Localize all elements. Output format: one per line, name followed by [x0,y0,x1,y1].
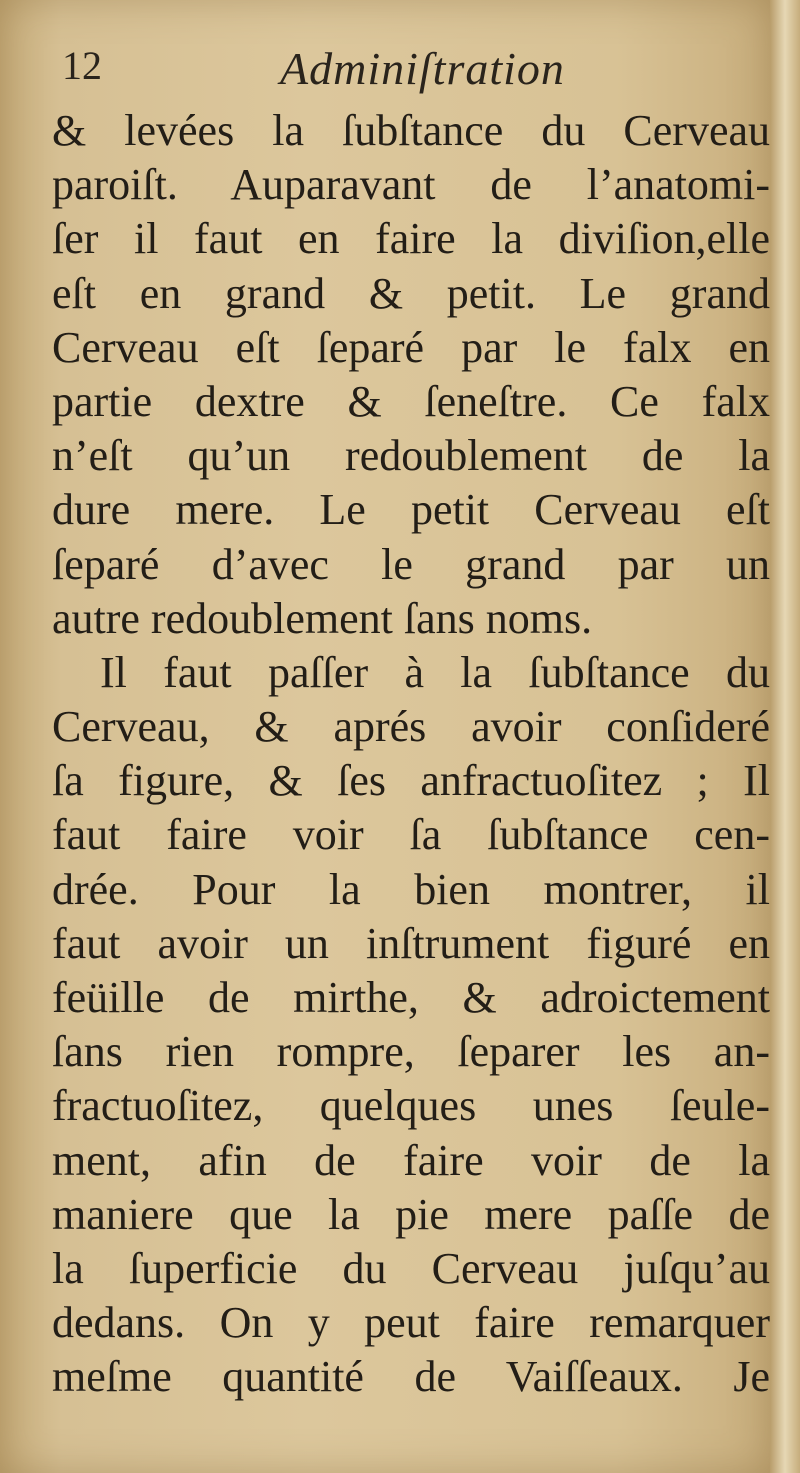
text-line: faut faire voir ſa ſubſtance cen- [52,810,770,860]
text-line: feüille de mirthe, & adroictement [52,973,770,1022]
text-line: Cerveau, & aprés avoir conſideré [52,702,770,752]
text-line: Il faut paſſer à la ſubſtance du [100,647,770,697]
text-line: dure mere. Le petit Cerveau eſt [52,485,770,535]
body-text [52,104,770,1405]
running-head [62,42,622,102]
text-line: dedans. On y peut faire remarquer [52,1298,770,1348]
text-line: ment, afin de faire voir de la [52,1135,770,1185]
text-line: eſt en grand & petit. Le grand [52,268,770,318]
text-line: faut avoir un inſtrument figuré en [52,918,770,968]
page-number: 12 [62,43,102,88]
text-line: la ſuperficie du Cerveau juſqu’au [52,1243,770,1293]
text-line: n’eſt qu’un redoublement de la [52,431,770,481]
text-line: ſa figure, & ſes anfractuoſitez ; Il [52,756,770,806]
text-line: Cerveau eſt ſeparé par le falx en [52,322,770,372]
text-line: maniere que la pie mere paſſe de [52,1189,770,1239]
text-line: paroiſt. Auparavant de l’anatomi- [52,160,770,210]
text-line: meſme quantité de Vaiſſeaux. Je [52,1352,770,1402]
text-line: drée. Pour la bien montrer, il [52,864,770,914]
text-line: & levées la ſubſtance du Cerveau [52,106,770,155]
text-line: partie dextre & ſeneſtre. Ce falx [52,376,770,426]
text-line: fractuoſitez, quelques unes ſeule- [52,1081,770,1131]
page-title: Adminiſtration [280,43,565,94]
text-line: ſeparé d’avec le grand par un [52,539,770,589]
text-line: autre redoublement ſans noms. [52,593,593,643]
page-edge [770,0,800,1473]
text-line: ſans rien rompre, ſeparer les an- [52,1027,770,1077]
text-line: ſer il faut en faire la diviſion,elle [52,214,770,264]
